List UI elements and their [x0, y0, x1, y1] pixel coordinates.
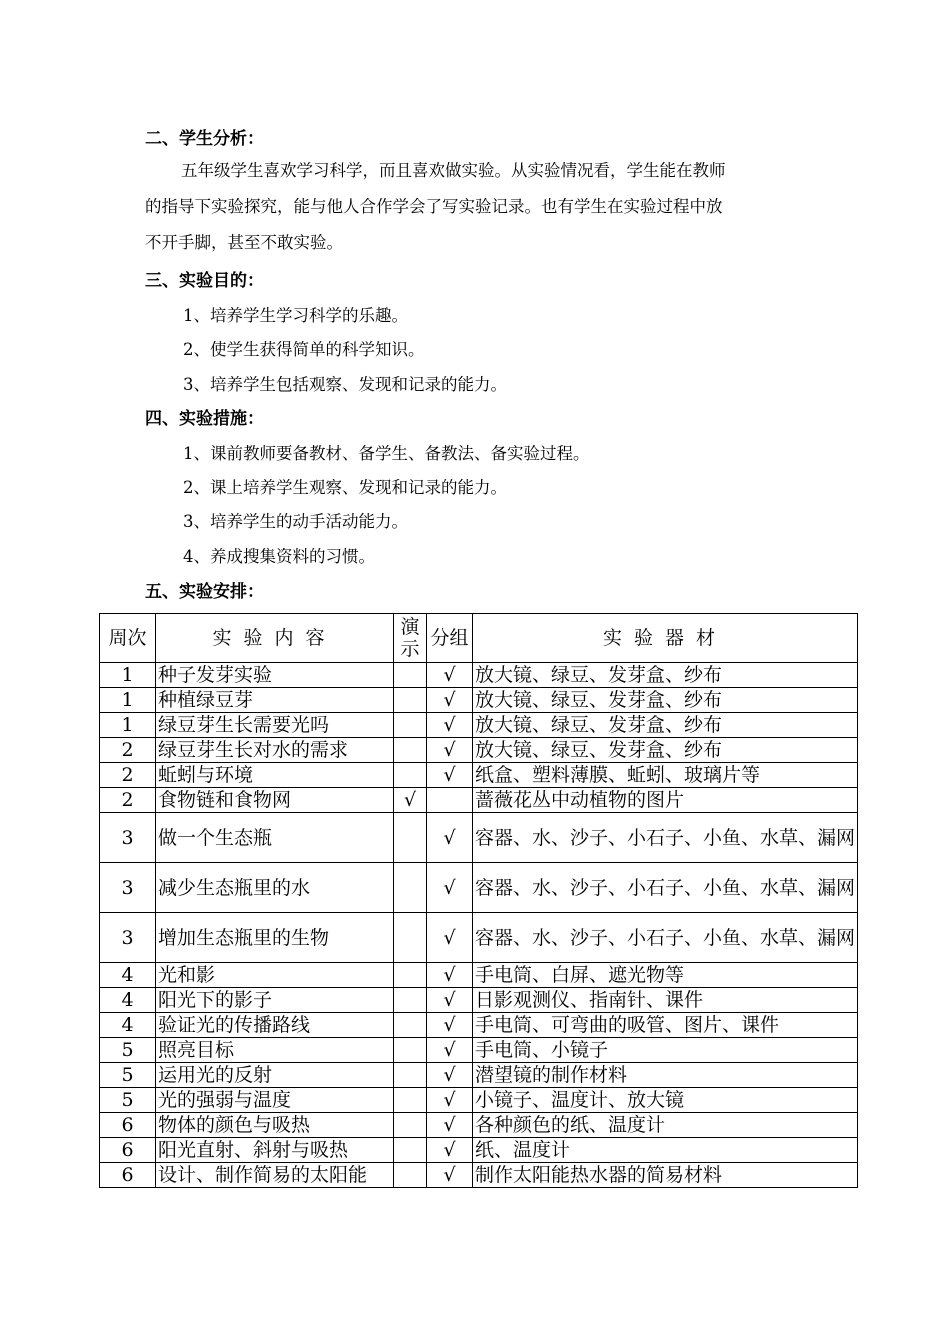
cell-content: 阳光下的影子 [156, 988, 394, 1013]
table-row [100, 688, 858, 713]
cell-group: √ [427, 963, 473, 988]
table-row [100, 963, 858, 988]
cell-demo [394, 688, 427, 713]
cell-demo [394, 663, 427, 688]
cell-week: 4 [100, 988, 156, 1013]
header-week: 周次 [100, 614, 156, 663]
cell-content: 阳光直射、斜射与吸热 [156, 1138, 394, 1163]
cell-materials: 手电筒、白屏、遮光物等 [473, 963, 858, 988]
cell-week: 2 [100, 788, 156, 813]
cell-group: √ [427, 1063, 473, 1088]
cell-group: √ [427, 1113, 473, 1138]
cell-week: 3 [100, 813, 156, 863]
table-row [100, 988, 858, 1013]
cell-demo [394, 738, 427, 763]
header-materials: 实验器材 [473, 614, 858, 663]
cell-demo [394, 1063, 427, 1088]
cell-materials: 日影观测仪、指南针、课件 [473, 988, 858, 1013]
cell-content: 照亮目标 [156, 1038, 394, 1063]
cell-week: 4 [100, 963, 156, 988]
cell-week: 6 [100, 1138, 156, 1163]
cell-week: 5 [100, 1063, 156, 1088]
table-row [100, 1138, 858, 1163]
cell-content: 种子发芽实验 [156, 663, 394, 688]
table-row [100, 863, 858, 913]
cell-content: 光的强弱与温度 [156, 1088, 394, 1113]
measure-item: 4、养成搜集资料的习惯。 [183, 547, 375, 566]
cell-materials: 纸、温度计 [473, 1138, 858, 1163]
cell-content: 设计、制作简易的太阳能 [156, 1163, 394, 1188]
cell-materials: 容器、水、沙子、小石子、小鱼、水草、漏网 [473, 863, 858, 913]
table-row [100, 1088, 858, 1113]
header-demo-bottom: 示 [400, 638, 420, 660]
table-row [100, 763, 858, 788]
header-content: 实验内容 [156, 614, 394, 663]
section-heading-experiment-measures: 四、实验措施： [145, 409, 264, 429]
table-row [100, 813, 858, 863]
cell-demo [394, 1013, 427, 1038]
student-analysis-paragraph [145, 153, 810, 261]
cell-demo [394, 1163, 427, 1188]
table-row [100, 1163, 858, 1188]
table-row [100, 1038, 858, 1063]
cell-materials: 潜望镜的制作材料 [473, 1063, 858, 1088]
cell-demo [394, 863, 427, 913]
cell-demo [394, 1138, 427, 1163]
cell-content: 种植绿豆芽 [156, 688, 394, 713]
cell-group: √ [427, 1088, 473, 1113]
cell-content: 蚯蚓与环境 [156, 763, 394, 788]
cell-week: 1 [100, 663, 156, 688]
cell-group: √ [427, 1038, 473, 1063]
cell-week: 1 [100, 713, 156, 738]
cell-week: 6 [100, 1163, 156, 1188]
paragraph-text: 五年级学生喜欢学习科学，而且喜欢做实验。从实验情况看，学生能在教师 [181, 161, 726, 180]
header-demo-top: 演 [400, 616, 420, 638]
cell-content: 光和影 [156, 963, 394, 988]
cell-week: 4 [100, 1013, 156, 1038]
cell-materials: 制作太阳能热水器的简易材料 [473, 1163, 858, 1188]
cell-materials: 放大镜、绿豆、发芽盒、纱布 [473, 713, 858, 738]
cell-week: 1 [100, 688, 156, 713]
cell-content: 验证光的传播路线 [156, 1013, 394, 1038]
cell-materials: 放大镜、绿豆、发芽盒、纱布 [473, 738, 858, 763]
measure-item: 3、培养学生的动手活动能力。 [183, 512, 408, 531]
cell-materials: 放大镜、绿豆、发芽盒、纱布 [473, 688, 858, 713]
cell-demo [394, 1088, 427, 1113]
table-row [100, 1013, 858, 1038]
cell-group: √ [427, 663, 473, 688]
cell-materials: 容器、水、沙子、小石子、小鱼、水草、漏网 [473, 913, 858, 963]
cell-demo [394, 913, 427, 963]
cell-materials: 蔷薇花丛中动植物的图片 [473, 788, 858, 813]
cell-week: 6 [100, 1113, 156, 1138]
paragraph-line: 的指导下实验探究，能与他人合作学会了写实验记录。也有学生在实验过程中放 [145, 197, 723, 216]
table-row [100, 913, 858, 963]
cell-demo: √ [394, 788, 427, 813]
cell-demo [394, 1038, 427, 1063]
cell-content: 做一个生态瓶 [156, 813, 394, 863]
table-row [100, 663, 858, 688]
cell-week: 2 [100, 763, 156, 788]
cell-content: 物体的颜色与吸热 [156, 1113, 394, 1138]
cell-materials: 手电筒、小镜子 [473, 1038, 858, 1063]
purpose-item: 1、培养学生学习科学的乐趣。 [183, 306, 408, 325]
table-header-row [100, 614, 858, 663]
cell-demo [394, 713, 427, 738]
section-heading-student-analysis: 二、学生分析： [145, 129, 264, 149]
purpose-item: 2、使学生获得简单的科学知识。 [183, 340, 425, 359]
cell-demo [394, 1113, 427, 1138]
cell-materials: 放大镜、绿豆、发芽盒、纱布 [473, 663, 858, 688]
cell-group: √ [427, 1013, 473, 1038]
cell-week: 5 [100, 1088, 156, 1113]
cell-demo [394, 763, 427, 788]
cell-group: √ [427, 738, 473, 763]
table-row [100, 788, 858, 813]
cell-group [427, 788, 473, 813]
cell-demo [394, 988, 427, 1013]
paragraph-line: 不开手脚，甚至不敢实验。 [145, 233, 343, 252]
cell-group: √ [427, 988, 473, 1013]
cell-group: √ [427, 1163, 473, 1188]
section-heading-experiment-purpose: 三、实验目的： [145, 271, 264, 291]
cell-materials: 纸盒、塑料薄膜、蚯蚓、玻璃片等 [473, 763, 858, 788]
cell-content: 减少生态瓶里的水 [156, 863, 394, 913]
table-row [100, 1063, 858, 1088]
table-row [100, 738, 858, 763]
experiment-schedule-table [99, 613, 858, 1188]
cell-group: √ [427, 1138, 473, 1163]
section-heading-experiment-schedule: 五、实验安排： [145, 582, 264, 602]
cell-materials: 小镜子、温度计、放大镜 [473, 1088, 858, 1113]
table-row [100, 1113, 858, 1138]
cell-content: 运用光的反射 [156, 1063, 394, 1088]
paragraph-line [145, 153, 810, 189]
cell-demo [394, 813, 427, 863]
cell-demo [394, 963, 427, 988]
cell-content: 增加生态瓶里的生物 [156, 913, 394, 963]
cell-content: 食物链和食物网 [156, 788, 394, 813]
cell-materials: 手电筒、可弯曲的吸管、图片、课件 [473, 1013, 858, 1038]
cell-group: √ [427, 688, 473, 713]
purpose-item: 3、培养学生包括观察、发现和记录的能力。 [183, 375, 507, 394]
cell-week: 2 [100, 738, 156, 763]
cell-week: 3 [100, 863, 156, 913]
cell-group: √ [427, 713, 473, 738]
header-group: 分组 [427, 614, 473, 663]
measure-item: 2、课上培养学生观察、发现和记录的能力。 [183, 478, 507, 497]
cell-materials: 各种颜色的纸、温度计 [473, 1113, 858, 1138]
cell-week: 3 [100, 913, 156, 963]
cell-content: 绿豆芽生长需要光吗 [156, 713, 394, 738]
cell-materials: 容器、水、沙子、小石子、小鱼、水草、漏网 [473, 813, 858, 863]
cell-group: √ [427, 863, 473, 913]
measure-item: 1、课前教师要备教材、备学生、备教法、备实验过程。 [183, 444, 590, 463]
cell-content: 绿豆芽生长对水的需求 [156, 738, 394, 763]
cell-group: √ [427, 913, 473, 963]
cell-week: 5 [100, 1038, 156, 1063]
table-row [100, 713, 858, 738]
cell-group: √ [427, 763, 473, 788]
header-demo [394, 614, 427, 663]
cell-group: √ [427, 813, 473, 863]
